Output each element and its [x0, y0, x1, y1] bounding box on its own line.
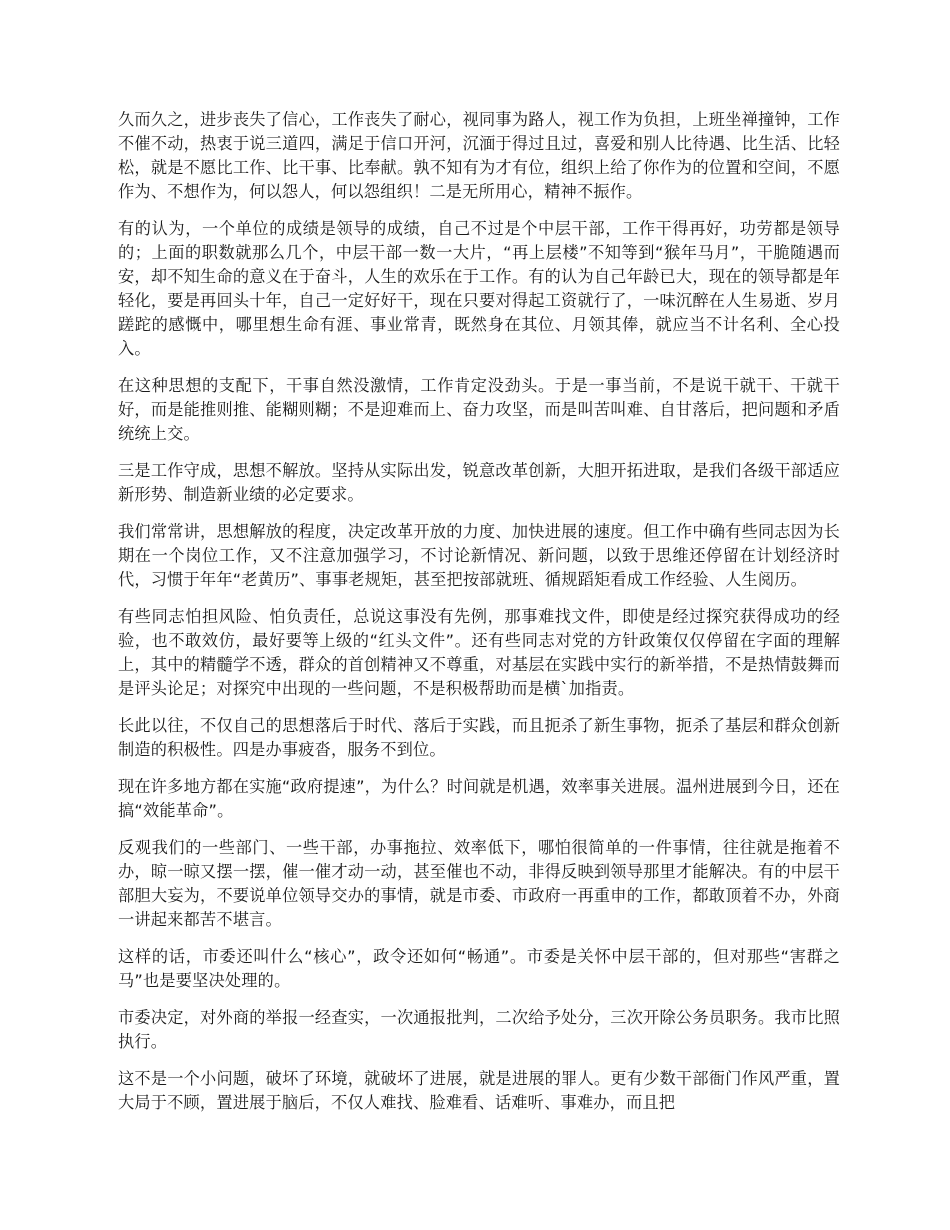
paragraph-8: 现在许多地方都在实施“政府提速”，为什么？时间就是机遇，效率事关进展。温州进展到今日，还在搞“效能革命”。 — [118, 777, 840, 820]
paragraph-4: 三是工作守成，思想不解放。坚持从实际出发，锐意改革创新，大胆开拓进取，是我们各级干部适应新形势、制造新业绩的必定要求。 — [118, 461, 840, 504]
paragraph-5: 我们常常讲，思想解放的程度，决定改革开放的力度、加快进展的速度。但工作中确有些同志因为长期在一个岗位工作，又不注意加强学习，不讨论新情况、新问题，以致于思维还停留在计划经济时代，习惯于年年“老黄历”、事事老规矩，甚至把按部就班、循规蹈矩看成工作经验、人生阅历。 — [118, 522, 840, 589]
paragraph-10: 这样的话，市委还叫什么“核心”，政令还如何“畅通”。市委是关怀中层干部的，但对那些“害群之马”也是要坚决处理的。 — [118, 947, 840, 990]
document-page — [118, 108, 840, 1128]
paragraph-9: 反观我们的一些部门、一些干部，办事拖拉、效率低下，哪怕很简单的一件事情，往往就是拖着不办，晾一晾又摆一摆，催一催才动一动，甚至催也不动，非得反映到领导那里才能解决。有的中层干部胆大妄为，不要说单位领导交办的事情，就是市委、市政府一再重申的工作，都敢顶着不办，外商一讲起来都苦不堪言。 — [118, 838, 840, 929]
paragraph-12: 这不是一个小问题，破坏了环境，就破坏了进展，就是进展的罪人。更有少数干部衙门作风严重，置大局于不顾，置进展于脑后，不仅人难找、脸难看、话难听、事难办，而且把 — [118, 1069, 840, 1112]
paragraph-6: 有些同志怕担风险、怕负责任，总说这事没有先例，那事难找文件，即使是经过探究获得成功的经验，也不敢效仿，最好要等上级的“红头文件”。还有些同志对党的方针政策仅仅停留在字面的理解上，其中的精髓学不透，群众的首创精神又不尊重，对基层在实践中实行的新举措，不是热情鼓舞而是评头论足；对探究中出现的一些问题，不是积极帮助而是横`加指责。 — [118, 607, 840, 698]
paragraph-1: 久而久之，进步丧失了信心，工作丧失了耐心，视同事为路人，视工作为负担，上班坐禅撞钟，工作不催不动，热衷于说三道四，满足于信口开河，沉湎于得过且过，喜爱和别人比待遇、比生活、比轻松，就是不愿比工作、比干事、比奉献。孰不知有为才有位，组织上给了你作为的位置和空间，不愿作为、不想作为，何以怨人，何以怨组织！二是无所用心，精神不振作。 — [118, 110, 840, 201]
paragraph-3: 在这种思想的支配下，干事自然没激情，工作肯定没劲头。于是一事当前，不是说干就干、干就干好，而是能推则推、能糊则糊；不是迎难而上、奋力攻坚，而是叫苦叫难、自甘落后，把问题和矛盾统统上交。 — [118, 376, 840, 443]
paragraph-7: 长此以往，不仅自己的思想落后于时代、落后于实践，而且扼杀了新生事物，扼杀了基层和群众创新制造的积极性。四是办事疲沓，服务不到位。 — [118, 716, 840, 759]
paragraph-11: 市委决定，对外商的举报一经查实，一次通报批判，二次给予处分，三次开除公务员职务。我市比照执行。 — [118, 1008, 840, 1051]
paragraph-2: 有的认为，一个单位的成绩是领导的成绩，自己不过是个中层干部，工作干得再好，功劳都是领导的；上面的职数就那么几个，中层干部一数一大片，“再上层楼”不知等到“猴年马月”，干脆随遇而安，却不知生命的意义在于奋斗，人生的欢乐在于工作。有的认为自己年龄已大，现在的领导都是年轻化，要是再回头十年，自己一定好好干，现在只要对得起工资就行了，一味沉醉在人生易逝、岁月蹉跎的感慨中，哪里想生命有涯、事业常青，既然身在其位、月领其俸，就应当不计名利、全心投入。 — [118, 219, 840, 358]
